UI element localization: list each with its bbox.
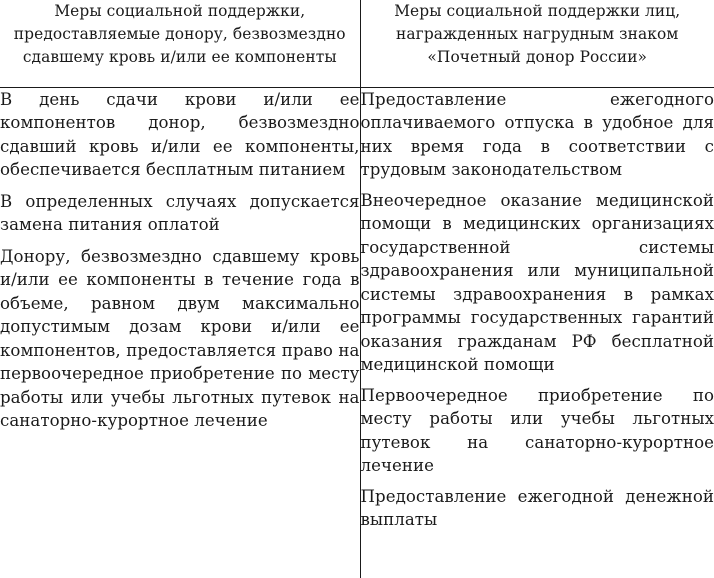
table-body-row	[0, 87, 714, 578]
measure-priority-vouchers: Первоочередное приобретение по месту работы или учебы льготных путевок на санаторно-курортное лечение	[360, 385, 714, 475]
measure-priority-medical-care: Внеочередное оказание медицинской помощи в медицинских организациях государственной системы здравоохранения или муниципальной системы здравоохранения в рамках программы государственных гарантий оказания гражданам РФ бесплатной медицинской помощи	[360, 190, 714, 374]
measure-meal-compensation: В определенных случаях допускается замена питания оплатой	[0, 191, 360, 234]
header-cell-donor-support: Меры социальной поддержки, предоставляемые донору, безвозмездно сдавшему кровь и/или ее компоненты	[0, 0, 360, 87]
measure-priority-sanatorium-vouchers: Донору, безвозмездно сдавшему кровь и/или ее компоненты в течение года в объеме, равном двум максимально допустимым дозам крови и/или ее компонентов, предоставляется право на первоочередное приобретение по месту работы или учебы льготных путевок на санаторно-курортное лечение	[0, 246, 360, 430]
measure-annual-cash-payment: Предоставление ежегодной денежной выплаты	[360, 486, 714, 529]
measure-free-meal: В день сдачи крови и/или ее компонентов донор, безвозмездно сдавший кровь и/или ее компоненты, обеспечивается бесплатным питанием	[0, 89, 360, 179]
donor-measures-cell	[0, 87, 360, 578]
header-cell-honorary-donor-support: Меры социальной поддержки лиц, награжденных нагрудным знаком «Почетный донор России»	[360, 0, 714, 87]
honorary-donor-measures-cell	[360, 87, 714, 578]
measure-annual-paid-leave: Предоставление ежегодного оплачиваемого отпуска в удобное для них время года в соответствии с трудовым законодательством	[360, 89, 714, 179]
table-header-row	[0, 0, 714, 87]
